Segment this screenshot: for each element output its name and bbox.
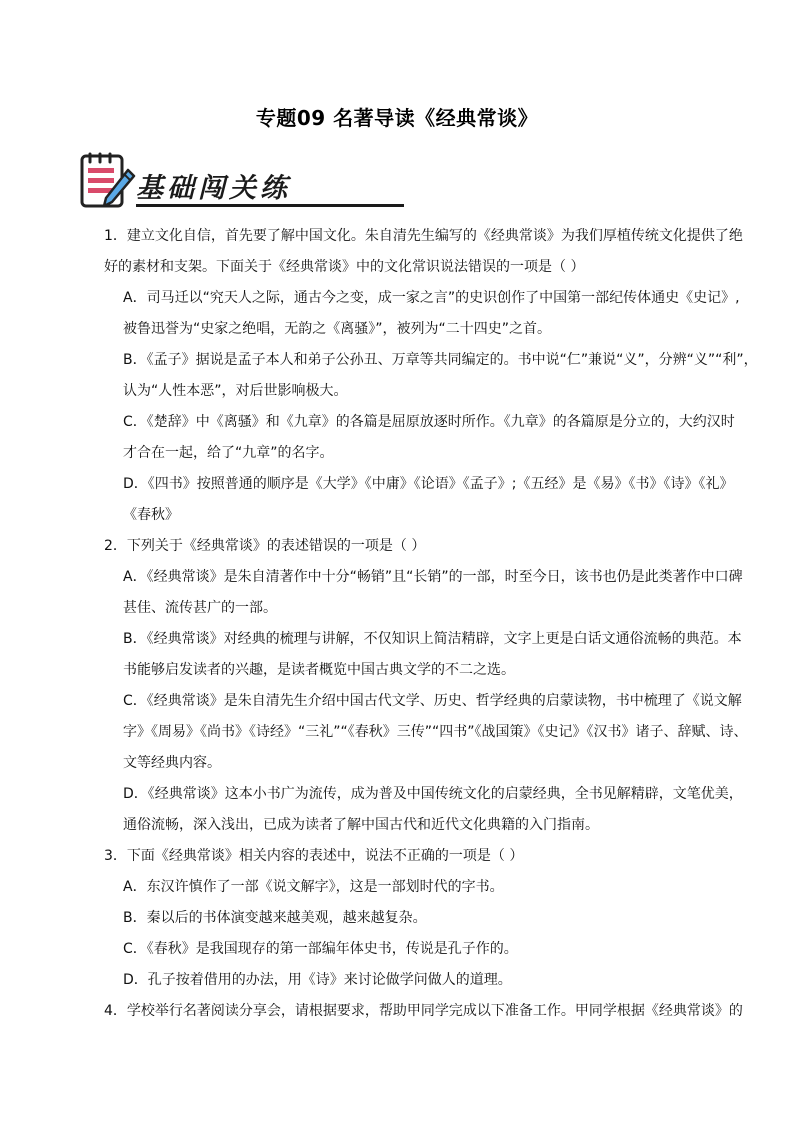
- text-line: 认为“人性本恶”，对后世影响极大。: [123, 383, 348, 399]
- option-text: A．东汉许慎作了一部《说文解字》，这是一部划时代的字书。: [123, 879, 504, 895]
- page-title: 专题09 名著导读《经典常谈》: [255, 106, 539, 130]
- text-line: 《春秋》: [123, 507, 179, 523]
- section-banner: [76, 148, 376, 214]
- option-text: A．《经典常谈》是朱自清著作中十分“畅销”且“长销”的一部，时至今日，该书也仍是此类著作中口碑: [123, 569, 743, 585]
- option-text: A．司马迁以“究天人之际，通古今之变，成一家之言”的史识创作了中国第一部纪传体通史《史记》,: [123, 290, 740, 306]
- section-banner-title: 基础闯关练: [136, 173, 291, 204]
- option-text: D．《经典常谈》这本小书广为流传，成为普及中国传统文化的启蒙经典，全书见解精辟，文笔优美，: [123, 786, 743, 802]
- option-text: C．《经典常谈》是朱自清先生介绍中国古代文学、历史、哲学经典的启蒙读物，书中梳理了《说文解: [123, 693, 742, 709]
- option-text: D．孔子按着借用的办法，用《诗》来讨论做学问做人的道理。: [123, 972, 512, 988]
- notebook-pencil-icon: [76, 148, 138, 214]
- question-text: 3．下面《经典常谈》相关内容的表述中，说法不正确的一项是（ ）: [104, 848, 524, 864]
- text-line: 被鲁迅誉为“史家之绝唱，无韵之《离骚》”，被列为“二十四史”之首。: [123, 321, 552, 337]
- text-line: 甚佳、流传甚广的一部。: [123, 600, 277, 616]
- text-line: 才合在一起，给了“九章”的名字。: [123, 445, 334, 461]
- option-text: C．《春秋》是我国现存的第一部编年体史书，传说是孔子作的。: [123, 941, 518, 957]
- section-banner-underline: [136, 204, 404, 207]
- option-text: B．《孟子》据说是孟子本人和弟子公孙丑、万章等共同编定的。书中说“仁”兼说“义”，分辨“义”“利”，: [123, 352, 758, 368]
- option-text: D．《四书》按照普通的顺序是《大学》《中庸》《论语》《孟子》;《五经》是《易》《书》《诗》《礼》: [123, 476, 734, 492]
- option-text: B．《经典常谈》对经典的梳理与讲解，不仅知识上简洁精辟，文字上更是白话文通俗流畅的典范。本: [123, 631, 742, 647]
- question-text: 1．建立文化自信，首先要了解中国文化。朱自清先生编写的《经典常谈》为我们厚植传统文化提供了绝: [104, 228, 743, 244]
- text-line: 文等经典内容。: [123, 755, 221, 771]
- option-text: C．《楚辞》中《离骚》和《九章》的各篇是屈原放逐时所作。《九章》的各篇原是分立的，大约汉时: [123, 414, 735, 430]
- question-text: 2．下列关于《经典常谈》的表述错误的一项是（ ）: [104, 538, 426, 554]
- text-line: 书能够启发读者的兴趣，是读者概览中国古典文学的不二之选。: [123, 662, 515, 678]
- option-text: B．秦以后的书体演变越来越美观，越来越复杂。: [123, 910, 427, 926]
- text-line: 通俗流畅，深入浅出，已成为读者了解中国古代和近代文化典籍的入门指南。: [123, 817, 599, 833]
- text-line: 好的素材和支架。下面关于《经典常谈》中的文化常识说法错误的一项是（ ）: [104, 259, 585, 275]
- question-text: 4．学校举行名著阅读分享会，请根据要求，帮助甲同学完成以下准备工作。甲同学根据《经典常谈》的: [104, 1003, 743, 1019]
- text-line: 字》《周易》《尚书》《诗经》“三礼”“《春秋》三传”“四书”《战国策》《史记》《汉书》诸子、辞赋、诗、: [123, 724, 748, 740]
